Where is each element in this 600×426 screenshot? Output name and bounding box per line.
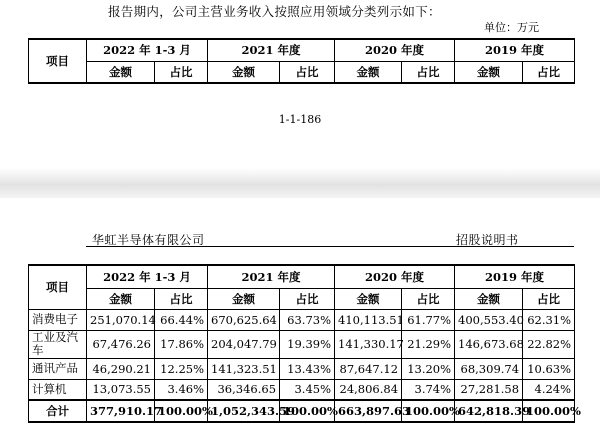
row-category: 计算机 <box>29 379 87 400</box>
revenue-by-application-table <box>28 264 581 423</box>
cell-ratio: 22.82% <box>523 330 575 358</box>
amount-header: 金额 <box>335 61 402 83</box>
cell-ratio: 100.00% <box>280 400 335 422</box>
table-row <box>29 358 575 379</box>
cell-ratio: 66.44% <box>155 309 208 330</box>
cell-amount: 24,806.84 <box>335 379 402 400</box>
intro-text: 报告期内，公司主营业务收入按照应用领域分类列示如下： <box>108 4 441 19</box>
cell-ratio: 21.29% <box>402 330 455 358</box>
cell-amount: 68,309.74 <box>455 358 523 379</box>
cell-ratio: 100.00% <box>155 400 208 422</box>
ratio-header: 占比 <box>155 288 208 309</box>
table-row <box>29 379 575 400</box>
document-page-top <box>0 0 600 168</box>
cell-amount: 67,476.26 <box>87 330 155 358</box>
cell-amount: 141,330.17 <box>335 330 402 358</box>
amount-header: 金额 <box>335 288 402 309</box>
table-row <box>29 309 575 330</box>
period-header: 2021 年度 <box>208 39 335 61</box>
cell-amount: 87,647.12 <box>335 358 402 379</box>
document-name: 招股说明书 <box>456 233 519 247</box>
cell-ratio: 19.39% <box>280 330 335 358</box>
cell-amount: 377,910.17 <box>87 400 155 422</box>
page-number: 1-1-186 <box>278 113 322 126</box>
period-header: 2019 年度 <box>455 39 575 61</box>
ratio-header: 占比 <box>523 288 575 309</box>
cell-ratio: 13.20% <box>402 358 455 379</box>
document-page-bottom <box>0 198 600 426</box>
page-separator <box>0 168 600 198</box>
cell-amount: 663,897.63 <box>335 400 402 422</box>
cell-ratio: 61.77% <box>402 309 455 330</box>
ratio-header: 占比 <box>155 61 208 83</box>
item-header: 项目 <box>29 265 87 309</box>
cell-ratio: 3.74% <box>402 379 455 400</box>
amount-header: 金额 <box>208 288 280 309</box>
table-row <box>29 330 575 358</box>
period-header: 2022 年 1-3 月 <box>87 265 208 288</box>
cell-ratio: 10.63% <box>523 358 575 379</box>
ratio-header: 占比 <box>523 61 575 83</box>
cell-amount: 27,281.58 <box>455 379 523 400</box>
amount-header: 金额 <box>87 288 155 309</box>
period-header: 2022 年 1-3 月 <box>87 39 208 61</box>
row-category: 通讯产品 <box>29 358 87 379</box>
cell-ratio: 3.46% <box>155 379 208 400</box>
cell-ratio: 13.43% <box>280 358 335 379</box>
cell-ratio: 3.45% <box>280 379 335 400</box>
cell-amount: 46,290.21 <box>87 358 155 379</box>
amount-header: 金额 <box>87 61 155 83</box>
amount-header: 金额 <box>208 61 280 83</box>
ratio-header: 占比 <box>402 288 455 309</box>
cell-ratio: 17.86% <box>155 330 208 358</box>
cell-amount: 146,673.68 <box>455 330 523 358</box>
cell-ratio: 100.00% <box>402 400 455 422</box>
revenue-table-header-continued <box>28 38 575 84</box>
cell-amount: 204,047.79 <box>208 330 280 358</box>
period-header: 2020 年度 <box>335 265 455 288</box>
cell-ratio: 63.73% <box>280 309 335 330</box>
ratio-header: 占比 <box>280 288 335 309</box>
cell-amount: 410,113.51 <box>335 309 402 330</box>
cell-amount: 400,553.40 <box>455 309 523 330</box>
cell-ratio: 62.31% <box>523 309 575 330</box>
cell-amount: 670,625.64 <box>208 309 280 330</box>
total-row <box>29 400 575 422</box>
row-category: 工业及汽车 <box>29 330 87 358</box>
cell-amount: 1,052,343.59 <box>208 400 280 422</box>
ratio-header: 占比 <box>280 61 335 83</box>
row-category: 消费电子 <box>29 309 87 330</box>
item-header: 项目 <box>29 39 87 83</box>
cell-amount: 642,818.39 <box>455 400 523 422</box>
cell-amount: 13,073.55 <box>87 379 155 400</box>
period-header: 2019 年度 <box>455 265 575 288</box>
period-header: 2020 年度 <box>335 39 455 61</box>
unit-label: 单位：万元 <box>484 21 539 34</box>
total-label: 合计 <box>29 400 87 422</box>
cell-amount: 251,070.14 <box>87 309 155 330</box>
amount-header: 金额 <box>455 61 523 83</box>
amount-header: 金额 <box>455 288 523 309</box>
cell-ratio: 12.25% <box>155 358 208 379</box>
cell-ratio: 100.00% <box>523 400 575 422</box>
cell-ratio: 4.24% <box>523 379 575 400</box>
cell-amount: 141,323.51 <box>208 358 280 379</box>
header-rule <box>86 246 574 247</box>
ratio-header: 占比 <box>402 61 455 83</box>
company-name: 华虹半导体有限公司 <box>92 233 205 247</box>
period-header: 2021 年度 <box>208 265 335 288</box>
cell-amount: 36,346.65 <box>208 379 280 400</box>
